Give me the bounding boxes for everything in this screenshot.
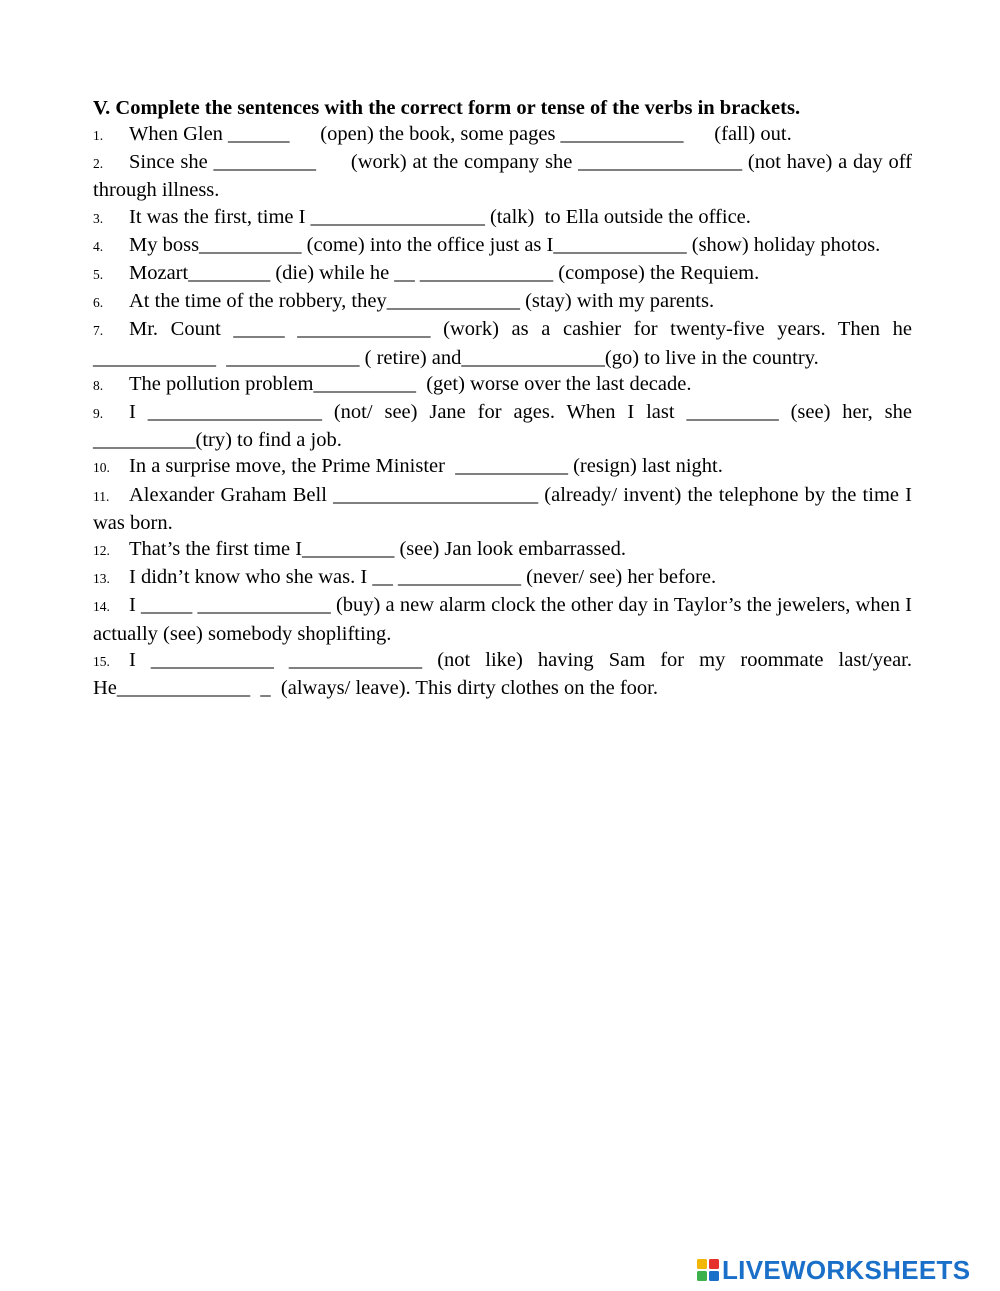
exercise-item [93,592,918,646]
item-sentence: My boss__________ (come) into the office just as I_____________ (show) holiday photos. [129,233,881,256]
item-sentence: When Glen ______ (open) the book, some pages ____________ (fall) out. [129,123,792,145]
item-number: 9. [93,406,104,422]
exercise-item [93,482,918,536]
item-sentence: I _____ _____________ (buy) a new alarm clock the other day in Taylor’s the jewelers, when I actually (see) somebody shoplifting. [93,594,918,645]
exercise-item [93,121,912,149]
exercise-item [93,647,918,701]
item-number: 11. [93,488,110,504]
item-number: 7. [93,323,104,339]
exercise-item [93,316,918,370]
item-number: 12. [93,543,110,559]
worksheet [93,95,918,701]
item-number: 2. [93,156,104,172]
item-number: 6. [93,295,104,311]
item-sentence: Mr. Count _____ _____________ (work) as a cashier for twenty-five years. Then he ____________ _____________ ( retire) and______________(go) to live in the country. [93,318,918,369]
exercise-item [93,536,912,564]
exercise-item [93,288,912,316]
exercise-item [93,399,918,453]
item-number: 4. [93,238,104,254]
item-number: 5. [93,267,104,283]
liveworksheets-brand[interactable] [697,1255,970,1285]
exercise-item [93,371,912,399]
exercise-item [93,232,912,260]
item-number: 1. [93,128,104,143]
exercise-item [93,564,912,592]
item-sentence: The pollution problem__________ (get) worse over the last decade. [129,372,692,395]
brand-text: LIVEWORKSHEETS [722,1255,971,1285]
item-sentence: It was the first, time I _________________ (talk) to Ella outside the office. [129,205,751,228]
item-sentence: Since she __________ (work) at the company she ________________ (not have) a day off through illness. [93,151,918,202]
item-sentence: Alexander Graham Bell ____________________ (already/ invent) the telephone by the time I was born. [93,483,918,534]
item-number: 13. [93,571,110,587]
item-number: 10. [93,460,110,476]
item-sentence: I _________________ (not/ see) Jane for ages. When I last _________ (see) her, she __________(try) to find a job. [93,401,918,452]
item-number: 8. [93,377,104,393]
exercise-item [93,453,912,481]
item-sentence: At the time of the robbery, they_____________ (stay) with my parents. [129,290,715,313]
liveworksheets-logo-icon [697,1259,719,1281]
exercise-item [93,204,912,232]
item-sentence: In a surprise move, the Prime Minister ___________ (resign) last night. [129,455,723,478]
item-sentence: That’s the first time I_________ (see) Jan look embarrassed. [129,538,626,561]
item-number: 14. [93,599,110,615]
exercise-item [93,260,912,288]
item-number: 3. [93,210,104,226]
item-sentence: I didn’t know who she was. I __ ____________ (never/ see) her before. [129,566,717,589]
item-sentence: Mozart________ (die) while he __ _____________ (compose) the Requiem. [129,262,760,285]
item-sentence: I ____________ _____________ (not like) having Sam for my roommate last/year. He_____________ _ (always/ leave). This dirty clothes on the foor. [93,648,918,700]
item-number: 15. [93,653,110,669]
exercise-heading: V. Complete the sentences with the correct form or tense of the verbs in brackets. [93,97,801,119]
exercise-item [93,149,918,203]
exercise-list [93,121,918,701]
